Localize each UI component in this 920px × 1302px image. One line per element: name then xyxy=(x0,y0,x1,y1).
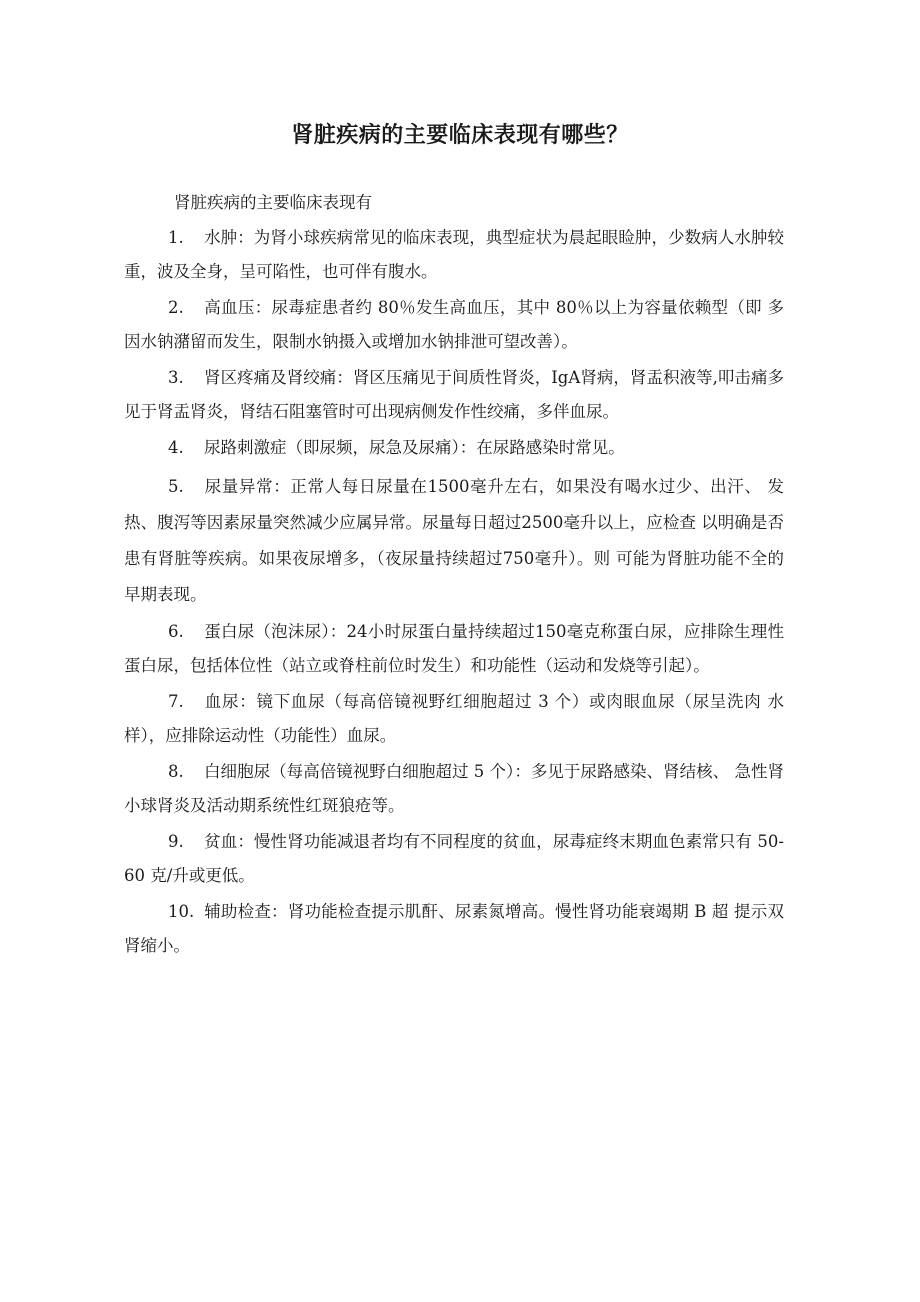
list-item-8 xyxy=(124,755,784,823)
item-number: 3. xyxy=(168,368,184,387)
item-text: 水肿：为肾小球疾病常见的临床表现，典型症状为晨起眼睑肿，少数病人水肿较重，波及全身，呈可陷性，也可伴有腹水。 xyxy=(124,228,784,281)
item-number: 7. xyxy=(168,692,184,711)
page-title: 肾脏疾病的主要临床表现有哪些？ xyxy=(291,123,629,148)
item-number: 8. xyxy=(168,762,184,781)
intro-paragraph: 肾脏疾病的主要临床表现有 xyxy=(174,193,372,212)
list-item-6 xyxy=(124,615,784,683)
item-number: 10. xyxy=(168,902,195,921)
item-text: 高血压：尿毒症患者约 80％发生高血压，其中 80％以上为容量依赖型（即 多因水钠潴留而发生，限制水钠摄入或增加水钠排泄可望改善）。 xyxy=(124,298,784,351)
list-item-10 xyxy=(124,895,784,963)
list-item-7 xyxy=(124,685,784,753)
item-text: 辅助检查：肾功能检查提示肌酐、尿素氮增高。慢性肾功能衰竭期 B 超 提示双肾缩小。 xyxy=(124,902,784,955)
document-body xyxy=(124,186,784,965)
item-number: 1. xyxy=(168,228,184,247)
item-number: 6. xyxy=(168,622,184,641)
list-item-5 xyxy=(124,469,784,613)
list-item-4 xyxy=(124,431,784,465)
item-text: 蛋白尿（泡沫尿）：24小时尿蛋白量持续超过150毫克称蛋白尿，应排除生理性蛋白尿，包括体位性（站立或脊柱前位时发生）和功能性（运动和发烧等引起）。 xyxy=(124,622,784,675)
list-item-1 xyxy=(124,221,784,289)
item-text: 血尿：镜下血尿（每高倍镜视野红细胞超过 3 个）或肉眼血尿（尿呈洗肉 水样），应排除运动性（功能性）血尿。 xyxy=(124,692,784,745)
list-item-9 xyxy=(124,825,784,893)
item-number: 9. xyxy=(168,832,184,851)
list-item-3 xyxy=(124,361,784,429)
item-text: 肾区疼痛及肾绞痛：肾区压痛见于间质性肾炎，IgA肾病，肾盂积液等,叩击痛多见于肾盂肾炎，肾结石阻塞管时可出现病侧发作性绞痛，多伴血尿。 xyxy=(124,368,784,421)
list-item-2 xyxy=(124,291,784,359)
item-number: 4. xyxy=(168,438,184,457)
item-text: 尿路刺激症（即尿频，尿急及尿痛）：在尿路感染时常见。 xyxy=(204,438,625,457)
item-number: 2. xyxy=(168,298,184,317)
item-text: 尿量异常：正常人每日尿量在1500毫升左右，如果没有喝水过少、出汗、 发热、腹泻等因素尿量突然减少应属异常。尿量每日超过2500毫升以上，应检查 以明确是否患有肾脏等疾病。如果夜尿增多，（夜尿量持续超过750毫升）。则 可能为肾脏功能不全的早期表现。 xyxy=(124,477,784,604)
item-number: 5. xyxy=(168,477,184,496)
item-text: 白细胞尿（每高倍镜视野白细胞超过 5 个）：多见于尿路感染、肾结核、 急性肾小球肾炎及活动期系统性红斑狼疮等。 xyxy=(124,762,784,815)
item-text: 贫血：慢性肾功能减退者均有不同程度的贫血，尿毒症终末期血色素常只有 50-60 克/升或更低。 xyxy=(124,832,784,885)
